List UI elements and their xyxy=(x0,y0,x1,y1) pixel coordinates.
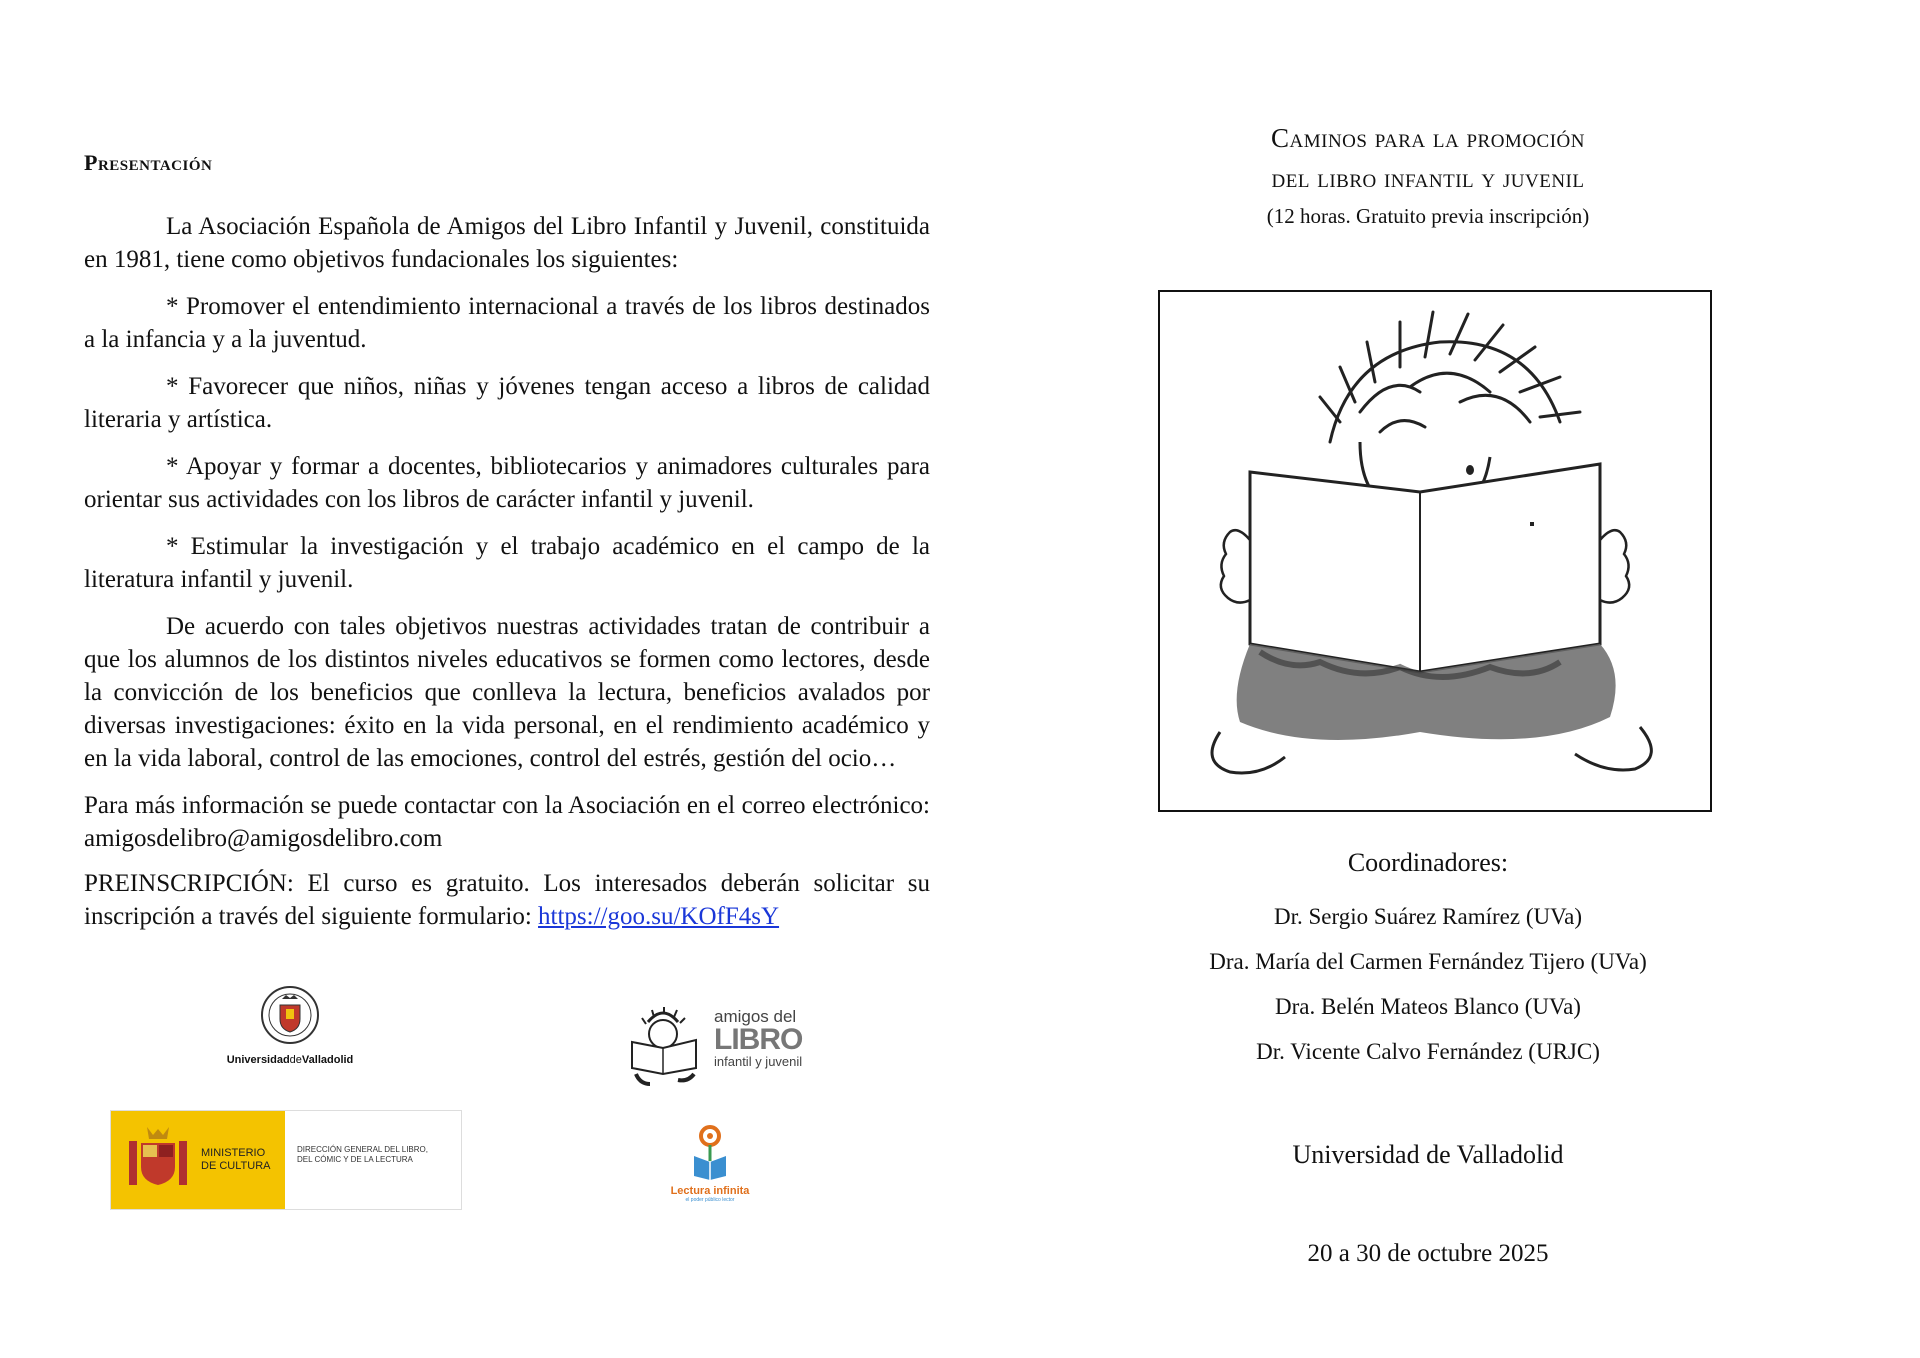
objective-paragraph-1: * Promover el entendimiento internacional a través de los libros destinados a la infancia y a la juventud. xyxy=(84,293,930,353)
coordinators-label: Coordinadores: xyxy=(1347,848,1509,877)
objective-paragraph-3: * Apoyar y formar a docentes, bibliotecarios y animadores culturales para orientar sus actividades con los libros de carácter infantil y juvenil. xyxy=(84,453,930,513)
book-flower-icon xyxy=(690,1124,730,1180)
ministerio-yellow-block xyxy=(111,1111,285,1209)
ministerio-cultura-logo xyxy=(110,1110,462,1210)
coordinators-block xyxy=(1134,848,1722,1074)
amigos-wordmark: amigos del LIBRO infantil y juvenil xyxy=(714,1007,803,1069)
coordinator-name: Dr. Sergio Suárez Ramírez (UVa) xyxy=(1273,904,1583,929)
registration-form-link[interactable]: https://goo.su/KOfF4sY xyxy=(538,903,780,930)
uva-seal-icon xyxy=(260,985,320,1045)
coordinator-name: Dra. María del Carmen Fernández Tijero (UVa) xyxy=(1209,949,1647,974)
coordinator-name: Dr. Vicente Calvo Fernández (URJC) xyxy=(1256,1039,1600,1064)
objective-paragraph-2: * Favorecer que niños, niñas y jóvenes tengan acceso a libros de calidad literaria y artística. xyxy=(84,373,930,433)
activities-paragraph: De acuerdo con tales objetivos nuestras actividades tratan de contribuir a que los alumnos de los distintos niveles educativos se formen como lectores, desde la convicción de los beneficios que conlleva la lectura, beneficios avalados por diversas investigaciones: éxito en la vida personal, en el rendimiento académico y en la vida laboral, control de las emociones, control del estrés, gestión del ocio… xyxy=(84,613,930,772)
preinscription-paragraph xyxy=(84,867,930,933)
contact-paragraph: Para más información se puede contactar con la Asociación en el correo electrónico: amigosdelibro@amigosdelibro.com xyxy=(84,792,930,852)
course-subtitle: (12 horas. Gratuito previa inscripción) xyxy=(1266,204,1590,228)
uva-name: UniversidaddeValladolid xyxy=(226,1054,354,1066)
course-title-block xyxy=(1134,118,1722,229)
section-heading: Presentación xyxy=(84,150,213,175)
intro-paragraph: La Asociación Española de Amigos del Libro Infantil y Juvenil, constituida en 1981, tiene como objetivos fundacionales los siguientes: xyxy=(84,213,930,273)
course-title-line-1: Caminos para la promoción xyxy=(1271,123,1585,153)
uva-logo xyxy=(210,985,370,1066)
direccion-general-block xyxy=(285,1111,461,1209)
objective-paragraph-4: * Estimular la investigación y el trabajo académico en el campo de la literatura infantil y juvenil. xyxy=(84,533,930,593)
presentation-column xyxy=(84,150,930,945)
preinscription-text: PREINSCRIPCIÓN: El curso es gratuito. Los interesados deberán solicitar su inscripción a través del siguiente formulario: xyxy=(84,870,930,930)
university-name: Universidad de Valladolid xyxy=(1292,1140,1564,1169)
spain-coat-of-arms-icon xyxy=(123,1121,193,1201)
course-dates: 20 a 30 de octubre 2025 xyxy=(1307,1240,1549,1267)
direccion-general-text: DIRECCIÓN GENERAL DEL LIBRO, DEL CÓMIC Y DE LA LECTURA xyxy=(297,1145,428,1164)
ministerio-text: MINISTERIO DE CULTURA xyxy=(201,1147,271,1172)
amigos-del-libro-logo xyxy=(618,1000,808,1090)
coordinator-name: Dra. Belén Mateos Blanco (UVa) xyxy=(1275,994,1581,1019)
child-reading-icon xyxy=(618,1000,708,1090)
lectura-infinita-logo xyxy=(660,1124,760,1203)
course-title-line-2: del libro infantil y juvenil xyxy=(1271,163,1585,193)
child-reading-book-illustration xyxy=(1160,292,1710,810)
lectura-infinita-name: Lectura infinita xyxy=(670,1185,750,1197)
cover-illustration xyxy=(1158,290,1712,812)
lectura-infinita-tagline: el poder público lector xyxy=(685,1197,735,1203)
